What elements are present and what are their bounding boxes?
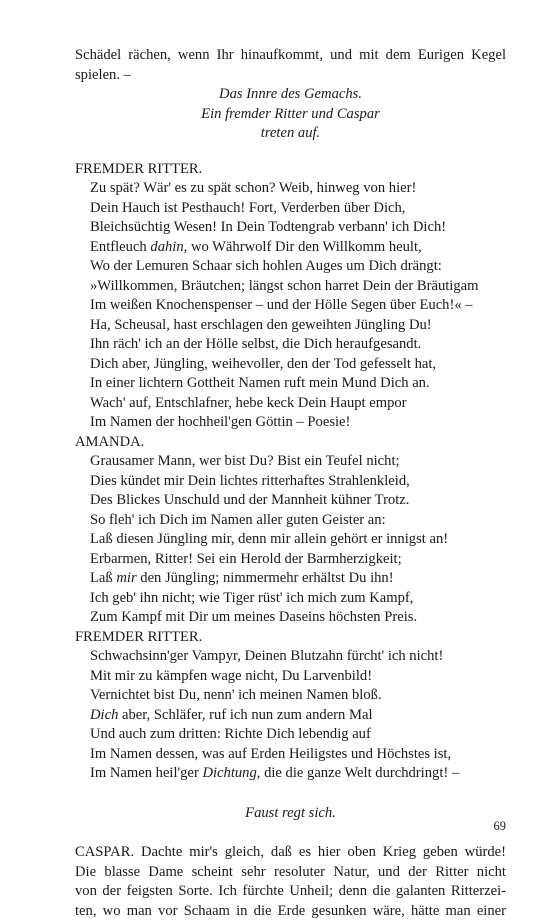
prose-line: spielen. – [75, 66, 506, 86]
verse-text: Laß diesen Jüngling mir, denn mir allein gehört er innigst an! [90, 531, 448, 547]
verse-text: Des Blickes Unschuld und der Mannheit kühner Trotz. [90, 492, 409, 508]
prose-line: Schädel rächen, wenn Ihr hinaufkommt, und mit dem Eurigen Kegel [75, 46, 506, 66]
verse-line [75, 550, 506, 570]
prose-line: von der feigsten Sorte. Ich fürchte Unheil; denn die galanten Ritterzei- [75, 882, 506, 902]
verse-text: Im Namen dessen, was auf Erden Heiligstes und Höchstes ist, [90, 746, 451, 762]
verse-text: Im Namen heil'ger [90, 765, 202, 781]
verse-text: Wo der Lemuren Schaar sich hohlen Auges um Dich drängt: [90, 258, 442, 274]
verse-text: Erbarmen, Ritter! Sei ein Herold der Barmherzigkeit; [90, 551, 402, 567]
stage-direction-line: Das Innre des Gemachs. [219, 86, 362, 102]
verse-text: Und auch zum dritten: Richte Dich lebendig auf [90, 726, 371, 742]
verse-text: Grausamer Mann, wer bist Du? Bist ein Teufel nicht; [90, 453, 400, 469]
verse-line [75, 745, 506, 765]
verse-line [75, 706, 506, 726]
verse-text: Laß [90, 570, 116, 586]
verse-line [75, 316, 506, 336]
verse-text: Ich geb' ihn nicht; wie Tiger rüst' ich mich zum Kampf, [90, 590, 413, 606]
verse-text: Wach' auf, Entschlafner, hebe keck Dein Haupt empor [90, 395, 407, 411]
verse-text: So fleh' ich Dich im Namen aller guten Geister an: [90, 512, 386, 528]
emphasized-word: mir [116, 570, 136, 586]
verse-text: Zum Kampf mit Dir um meines Daseins höchsten Preis. [90, 609, 417, 625]
emphasized-word: Dich [90, 707, 118, 723]
verse-text: Entfleuch [90, 239, 150, 255]
verse-text: Bleichsüchtig Wesen! In Dein Todtengrab verbann' ich Dich! [90, 219, 446, 235]
verse-text: Mit mir zu kämpfen wage nicht, Du Larvenbild! [90, 668, 372, 684]
verse-line [75, 355, 506, 375]
stage-direction [75, 85, 506, 144]
verse-text: Ihn räch' ich an der Hölle selbst, die Dich heraufgesandt. [90, 336, 421, 352]
verse-text: Schwachsinn'ger Vampyr, Deinen Blutzahn fürcht' ich nicht! [90, 648, 443, 664]
verse-line [75, 296, 506, 316]
verse-line [75, 725, 506, 745]
verse-line [75, 589, 506, 609]
verse-line [75, 608, 506, 628]
verse-text: den Jüngling; nimmermehr erhältst Du ihn! [137, 570, 394, 586]
stage-direction-line: Faust regt sich. [245, 805, 336, 821]
verse-text: Dein Hauch ist Pesthauch! Fort, Verderben über Dich, [90, 200, 405, 216]
verse-text: In einer lichtern Gottheit Namen ruft mein Mund Dich an. [90, 375, 430, 391]
verse-line [75, 667, 506, 687]
verse-line [75, 218, 506, 238]
verse-line [75, 569, 506, 589]
emphasized-word: Dichtung [202, 765, 256, 781]
verse-text: , wo Währwolf Dir den Willkomm heult, [184, 239, 422, 255]
verse-line [75, 199, 506, 219]
speech-block [75, 647, 506, 784]
stage-direction-line: Ein fremder Ritter und Caspar [201, 106, 380, 122]
verse-text: »Willkommen, Bräutchen; längst schon harret Dein der Bräutigam [90, 278, 478, 294]
verse-line [75, 686, 506, 706]
verse-line [75, 179, 506, 199]
verse-text: Im weißen Knochenspenser – und der Hölle Segen über Euch!« – [90, 297, 473, 313]
verse-line [75, 277, 506, 297]
verse-text: , die die ganze Welt durchdringt! – [257, 765, 459, 781]
verse-line [75, 511, 506, 531]
verse-line [75, 374, 506, 394]
verse-line [75, 394, 506, 414]
verse-text: aber, Schläfer, ruf ich nun zum andern Mal [118, 707, 372, 723]
verse-text: Zu spät? Wär' es zu spät schon? Weib, hinweg von hier! [90, 180, 416, 196]
speech-block [75, 452, 506, 628]
verse-line [75, 472, 506, 492]
verse-text: Dich aber, Jüngling, weihevoller, den der Tod gefesselt hat, [90, 356, 436, 372]
verse-line [75, 413, 506, 433]
verse-line [75, 257, 506, 277]
verse-line [75, 238, 506, 258]
speaker-name: AMANDA. [75, 433, 506, 453]
verse-text: Vernichtet bist Du, nenn' ich meinen Namen bloß. [90, 687, 382, 703]
verse-line [75, 764, 506, 784]
verse-line [75, 335, 506, 355]
verse-line [75, 452, 506, 472]
verse-text: Ha, Scheusal, hast erschlagen den geweihten Jüngling Du! [90, 317, 432, 333]
speaker-name: FREMDER RITTER. [75, 160, 506, 180]
prose-line: CASPAR. Dachte mir's gleich, daß es hier oben Krieg geben würde! [75, 843, 506, 863]
book-page [75, 46, 506, 921]
page-number: 69 [494, 819, 507, 834]
verse-line [75, 491, 506, 511]
speaker-name: FREMDER RITTER. [75, 628, 506, 648]
prose-line: Die blasse Dame scheint sehr resoluter Natur, und der Ritter nicht [75, 863, 506, 883]
prose-line: ten, wo man vor Schaam in die Erde gesunken wäre, hätte man einer [75, 902, 506, 921]
verse-text: Dies kündet mir Dein lichtes ritterhaftes Strahlenkleid, [90, 473, 410, 489]
speech-block [75, 179, 506, 433]
verse-line [75, 647, 506, 667]
stage-direction-line: treten auf. [261, 125, 320, 141]
verse-line [75, 530, 506, 550]
emphasized-word: dahin [150, 239, 183, 255]
verse-text: Im Namen der hochheil'gen Göttin – Poesie! [90, 414, 350, 430]
